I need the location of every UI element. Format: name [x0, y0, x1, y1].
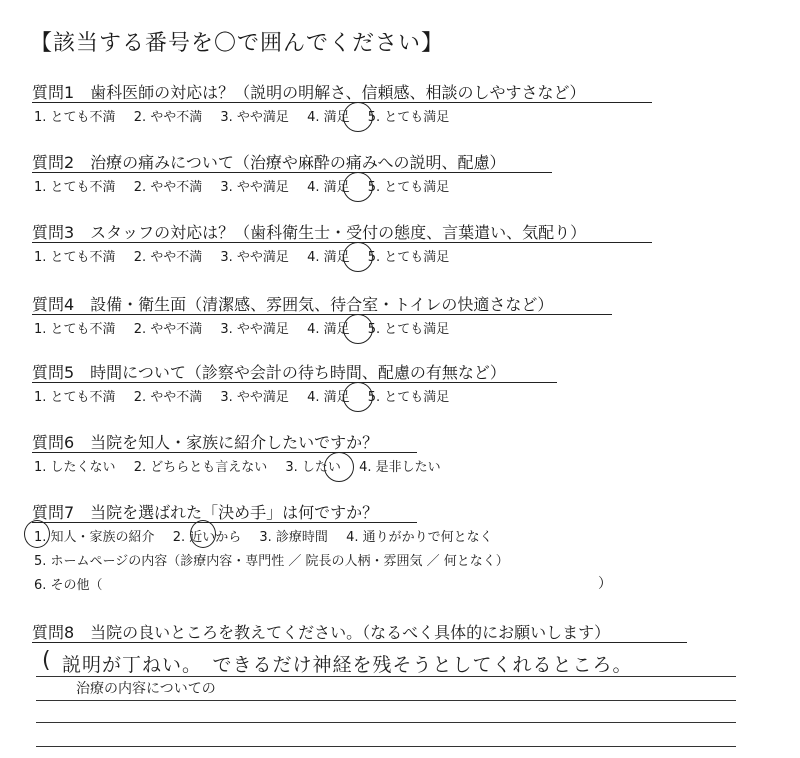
- question-7-title: 質問7 当院を選ばれた「決め手」は何ですか？: [32, 503, 379, 522]
- q5-option-1[interactable]: 1. とても不満: [34, 390, 116, 405]
- q4-option-3[interactable]: 3. やや満足: [220, 322, 289, 337]
- question-2-options: [34, 176, 463, 195]
- q3-answer-circle: [343, 242, 373, 272]
- q5-option-5[interactable]: 5. とても満足: [367, 390, 450, 405]
- question-6-title: 質問6 当院を知人・家族に紹介したいですか？: [32, 433, 379, 452]
- question-7-options: [34, 526, 507, 545]
- question-6-underline: [32, 452, 417, 453]
- q5-option-4[interactable]: 4. 満足: [307, 390, 350, 405]
- question-8-underline: [32, 642, 687, 643]
- q7-option-4[interactable]: 4. 通りがかりで何となく: [346, 530, 493, 545]
- question-4-options: [34, 318, 463, 337]
- question-5-title: 質問5 時間について（診察や会計の待ち時間、配慮の有無など）: [32, 363, 506, 382]
- q4-answer-circle: [343, 314, 373, 344]
- q1-option-3[interactable]: 3. やや満足: [220, 110, 289, 125]
- q4-option-1[interactable]: 1. とても不満: [34, 322, 116, 337]
- question-8-title: 質問8 当院の良いところを教えてください。（なるべく具体的にお願いします）: [32, 623, 611, 642]
- q6-option-4[interactable]: 4. 是非したい: [359, 460, 441, 475]
- q7-answer-circle-2: [190, 520, 216, 548]
- question-6-options: [34, 456, 455, 475]
- q2-option-2[interactable]: 2. やや不満: [133, 180, 203, 195]
- q7-option-6-close-paren: ）: [598, 576, 612, 592]
- q1-option-4[interactable]: 4. 満足: [307, 110, 350, 125]
- answer-ruled-line-1: [36, 676, 736, 677]
- question-4-title: 質問4 設備・衛生面（清潔感、雰囲気、待合室・トイレの快適さなど）: [32, 295, 554, 314]
- question-3-options: [34, 246, 463, 265]
- q2-option-4[interactable]: 4. 満足: [307, 180, 350, 195]
- q3-option-1[interactable]: 1. とても不満: [34, 250, 116, 265]
- q6-answer-circle: [324, 452, 354, 482]
- q6-option-1[interactable]: 1. したくない: [34, 460, 116, 475]
- q2-option-3[interactable]: 3. やや満足: [220, 180, 289, 195]
- question-1-title: 質問1 歯科医師の対応は？（説明の明解さ、信頼感、相談のしやすさなど）: [32, 83, 586, 102]
- question-3-title: 質問3 スタッフの対応は？（歯科衛生士・受付の態度、言葉遣い、気配り）: [32, 223, 587, 242]
- q3-option-4[interactable]: 4. 満足: [307, 250, 350, 265]
- q3-option-3[interactable]: 3. やや満足: [220, 250, 289, 265]
- question-3-underline: [32, 242, 652, 243]
- q1-option-2[interactable]: 2. やや不満: [133, 110, 203, 125]
- question-7-underline: [32, 522, 417, 523]
- question-2-underline: [32, 172, 552, 173]
- q7-option-3[interactable]: 3. 診療時間: [259, 530, 328, 545]
- q2-option-1[interactable]: 1. とても不満: [34, 180, 116, 195]
- q1-option-5[interactable]: 5. とても満足: [367, 110, 450, 125]
- answer-ruled-line-2: [36, 700, 736, 701]
- question-4-underline: [32, 314, 612, 315]
- instruction-heading: 【該当する番号を〇で囲んでください】: [30, 31, 445, 56]
- question-5-underline: [32, 382, 557, 383]
- q6-option-2[interactable]: 2. どちらとも言えない: [133, 460, 268, 475]
- q6-option-3[interactable]: 3. したい: [285, 460, 341, 475]
- q2-option-5[interactable]: 5. とても満足: [367, 180, 450, 195]
- q5-answer-circle: [343, 382, 373, 412]
- q7-option-5[interactable]: 5. ホームページの内容（診療内容・専門性 ／ 院長の人柄・雰囲気 ／ 何となく）: [34, 554, 509, 569]
- q1-option-1[interactable]: 1. とても不満: [34, 110, 116, 125]
- answer-ruled-line-4: [36, 746, 736, 747]
- handwritten-answer-line-1: 説明が丁ねい。 できるだけ神経を残そうとしてくれるところ。: [62, 654, 633, 676]
- handwritten-bracket-mark: (: [42, 648, 51, 673]
- handwritten-answer-line-2: 治療の内容についての: [76, 681, 216, 697]
- q1-answer-circle: [343, 102, 373, 132]
- q7-option-1[interactable]: 1. 知人・家族の紹介: [34, 530, 155, 545]
- answer-ruled-line-3: [36, 722, 736, 723]
- q4-option-5[interactable]: 5. とても満足: [367, 322, 450, 337]
- question-5-options: [34, 386, 463, 405]
- q5-option-3[interactable]: 3. やや満足: [220, 390, 289, 405]
- q5-option-2[interactable]: 2. やや不満: [133, 390, 203, 405]
- q4-option-4[interactable]: 4. 満足: [307, 322, 350, 337]
- q3-option-2[interactable]: 2. やや不満: [133, 250, 203, 265]
- q7-answer-circle-1: [24, 520, 50, 548]
- q4-option-2[interactable]: 2. やや不満: [133, 322, 203, 337]
- q2-answer-circle: [343, 172, 373, 202]
- question-1-underline: [32, 102, 652, 103]
- q7-option-2[interactable]: 2. 近いから: [172, 530, 242, 545]
- q7-option-6[interactable]: 6. その他（: [34, 578, 103, 593]
- question-2-title: 質問2 治療の痛みについて（治療や麻酔の痛みへの説明、配慮）: [32, 153, 506, 172]
- question-1-options: [34, 106, 463, 125]
- q3-option-5[interactable]: 5. とても満足: [367, 250, 450, 265]
